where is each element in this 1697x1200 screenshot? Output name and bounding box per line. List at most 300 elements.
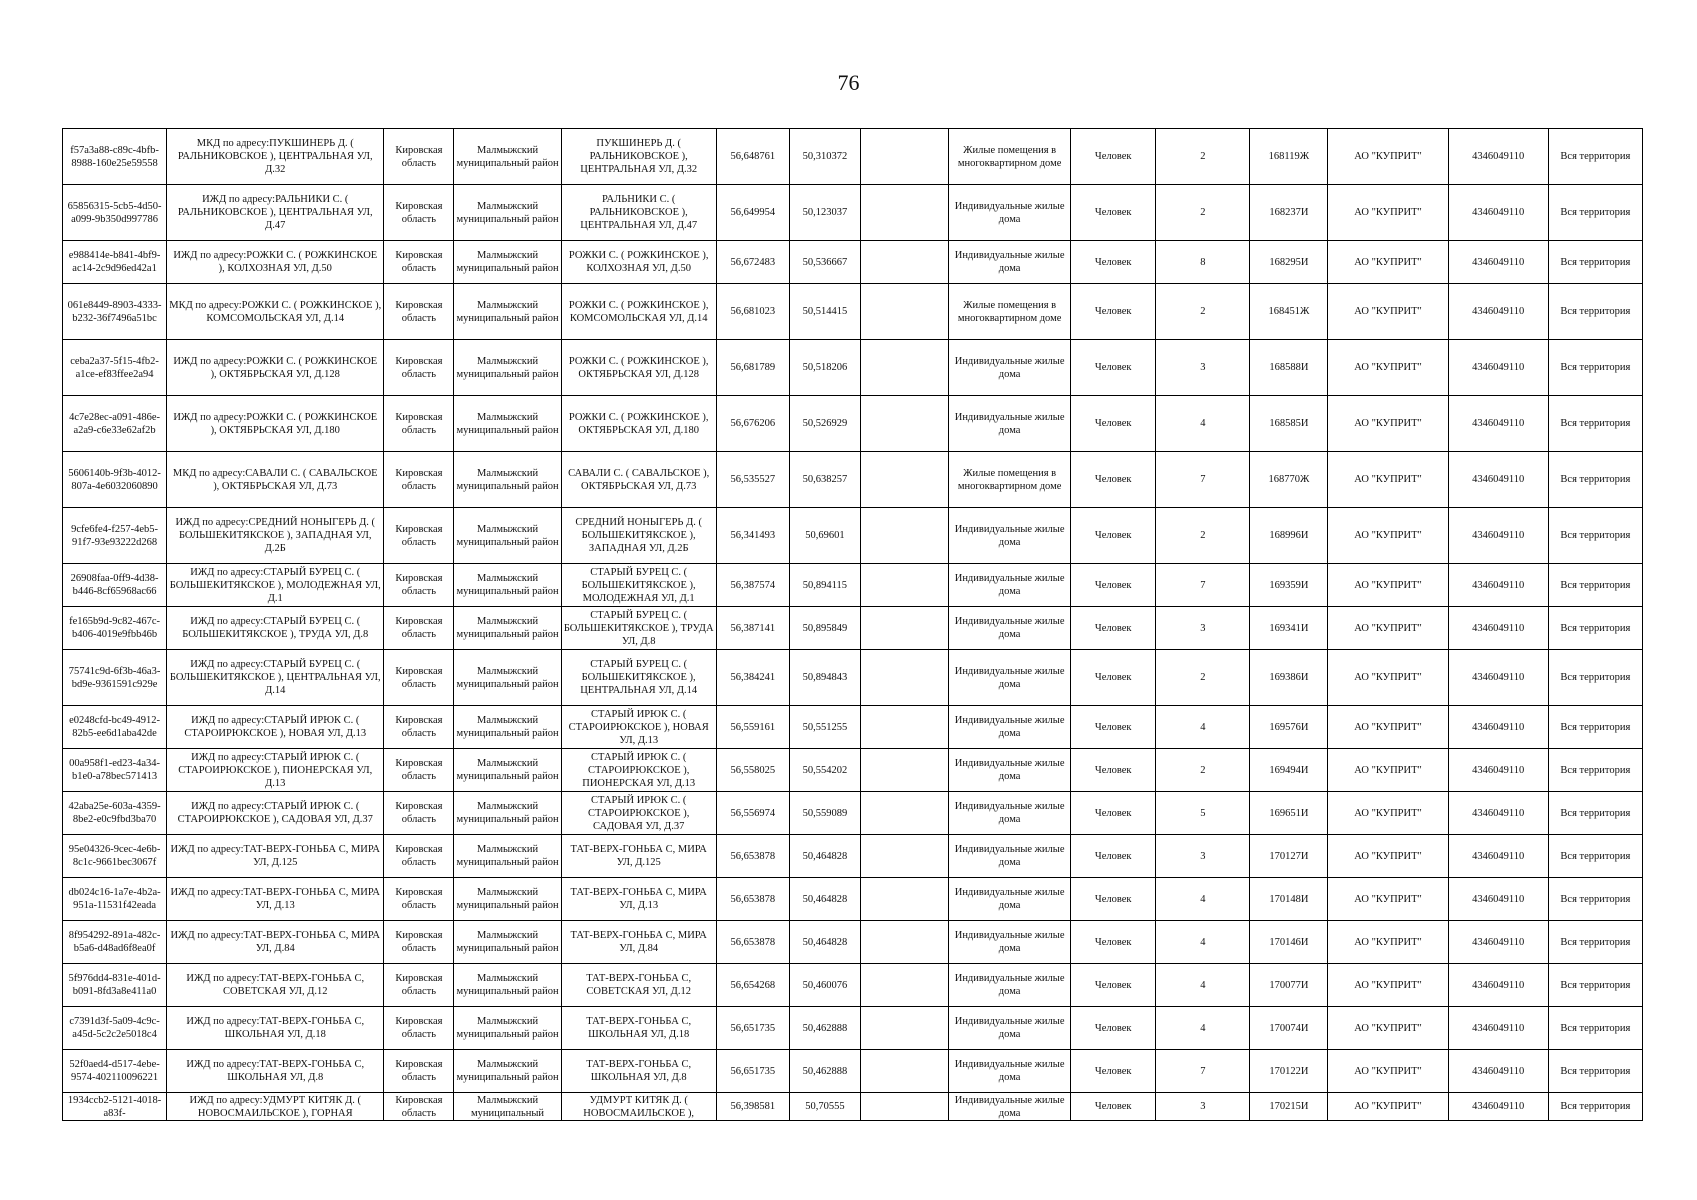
object-cell: ИЖД по адресу:РОЖКИ С. ( РОЖКИНСКОЕ ), ОКТЯБРЬСКАЯ УЛ, Д.128 [167,340,384,396]
code-cell: 169359И [1250,564,1328,607]
object-cell: ИЖД по адресу:ТАТ-ВЕРХ-ГОНЬБА С, МИРА УЛ, Д.84 [167,921,384,964]
district-cell: Малмыжский муниципальный район [454,1007,561,1050]
empty-cell [860,650,948,706]
org-cell: АО "КУПРИТ" [1328,835,1448,878]
unit-cell: Человек [1071,792,1156,835]
table-row [63,835,1643,878]
region-cell: Кировская область [384,129,454,185]
territory-cell: Вся территория [1548,878,1642,921]
latitude-cell: 56,681789 [716,340,789,396]
region-cell: Кировская область [384,878,454,921]
empty-cell [860,835,948,878]
inn-cell: 4346049110 [1448,129,1548,185]
district-cell: Малмыжский муниципальный район [454,564,561,607]
region-cell: Кировская область [384,650,454,706]
empty-cell [860,340,948,396]
territory-cell: Вся территория [1548,564,1642,607]
district-cell: Малмыжский муниципальный район [454,607,561,650]
count-cell: 3 [1156,835,1250,878]
count-cell: 7 [1156,452,1250,508]
latitude-cell: 56,558025 [716,749,789,792]
id-cell: 4c7e28ec-a091-486e-a2a9-c6e33e62af2b [63,396,167,452]
empty-cell [860,749,948,792]
longitude-cell: 50,69601 [789,508,860,564]
category-cell: Индивидуальные жилые дома [949,878,1071,921]
inn-cell: 4346049110 [1448,835,1548,878]
category-cell: Индивидуальные жилые дома [949,607,1071,650]
longitude-cell: 50,554202 [789,749,860,792]
unit-cell: Человек [1071,284,1156,340]
address-cell: ТАТ-ВЕРХ-ГОНЬБА С, МИРА УЛ, Д.13 [561,878,716,921]
code-cell: 170146И [1250,921,1328,964]
id-cell: 5f976dd4-831e-401d-b091-8fd3a8e411a0 [63,964,167,1007]
empty-cell [860,964,948,1007]
region-cell: Кировская область [384,921,454,964]
inn-cell: 4346049110 [1448,878,1548,921]
latitude-cell: 56,648761 [716,129,789,185]
address-cell: ТАТ-ВЕРХ-ГОНЬБА С, ШКОЛЬНАЯ УЛ, Д.18 [561,1007,716,1050]
latitude-cell: 56,387141 [716,607,789,650]
unit-cell: Человек [1071,340,1156,396]
count-cell: 7 [1156,1050,1250,1093]
table-row [63,1007,1643,1050]
category-cell: Индивидуальные жилые дома [949,921,1071,964]
org-cell: АО "КУПРИТ" [1328,564,1448,607]
latitude-cell: 56,398581 [716,1093,789,1121]
category-cell: Индивидуальные жилые дома [949,1050,1071,1093]
latitude-cell: 56,341493 [716,508,789,564]
org-cell: АО "КУПРИТ" [1328,185,1448,241]
inn-cell: 4346049110 [1448,607,1548,650]
district-cell: Малмыжский муниципальный район [454,706,561,749]
table-row [63,878,1643,921]
id-cell: 95e04326-9cec-4e6b-8c1c-9661bec3067f [63,835,167,878]
unit-cell: Человек [1071,129,1156,185]
empty-cell [860,792,948,835]
category-cell: Индивидуальные жилые дома [949,508,1071,564]
table-row [63,792,1643,835]
latitude-cell: 56,651735 [716,1050,789,1093]
address-cell: ТАТ-ВЕРХ-ГОНЬБА С, МИРА УЛ, Д.84 [561,921,716,964]
territory-cell: Вся территория [1548,921,1642,964]
org-cell: АО "КУПРИТ" [1328,241,1448,284]
object-cell: ИЖД по адресу:СТАРЫЙ ИРЮК С. ( СТАРОИРЮКСКОЕ ), НОВАЯ УЛ, Д.13 [167,706,384,749]
table-row [63,564,1643,607]
table-row [63,340,1643,396]
object-cell: ИЖД по адресу:СТАРЫЙ БУРЕЦ С. ( БОЛЬШЕКИТЯКСКОЕ ), ЦЕНТРАЛЬНАЯ УЛ, Д.14 [167,650,384,706]
inn-cell: 4346049110 [1448,964,1548,1007]
table-row [63,396,1643,452]
object-cell: ИЖД по адресу:ТАТ-ВЕРХ-ГОНЬБА С, МИРА УЛ, Д.125 [167,835,384,878]
unit-cell: Человек [1071,1050,1156,1093]
inn-cell: 4346049110 [1448,284,1548,340]
org-cell: АО "КУПРИТ" [1328,1093,1448,1121]
territory-cell: Вся территория [1548,340,1642,396]
region-cell: Кировская область [384,1093,454,1121]
longitude-cell: 50,70555 [789,1093,860,1121]
unit-cell: Человек [1071,1093,1156,1121]
longitude-cell: 50,464828 [789,835,860,878]
territory-cell: Вся территория [1548,241,1642,284]
address-cell: РОЖКИ С. ( РОЖКИНСКОЕ ), ОКТЯБРЬСКАЯ УЛ, Д.180 [561,396,716,452]
latitude-cell: 56,556974 [716,792,789,835]
category-cell: Индивидуальные жилые дома [949,564,1071,607]
region-cell: Кировская область [384,340,454,396]
object-cell: ИЖД по адресу:ТАТ-ВЕРХ-ГОНЬБА С, МИРА УЛ, Д.13 [167,878,384,921]
org-cell: АО "КУПРИТ" [1328,878,1448,921]
code-cell: 168588И [1250,340,1328,396]
longitude-cell: 50,895849 [789,607,860,650]
category-cell: Индивидуальные жилые дома [949,241,1071,284]
table-row [63,284,1643,340]
category-cell: Индивидуальные жилые дома [949,964,1071,1007]
address-cell: СТАРЫЙ ИРЮК С. ( СТАРОИРЮКСКОЕ ), НОВАЯ УЛ, Д.13 [561,706,716,749]
district-cell: Малмыжский муниципальный район [454,241,561,284]
org-cell: АО "КУПРИТ" [1328,284,1448,340]
territory-cell: Вся территория [1548,1050,1642,1093]
org-cell: АО "КУПРИТ" [1328,706,1448,749]
inn-cell: 4346049110 [1448,564,1548,607]
latitude-cell: 56,676206 [716,396,789,452]
table-row [63,452,1643,508]
inn-cell: 4346049110 [1448,650,1548,706]
id-cell: 9cfe6fe4-f257-4eb5-91f7-93e93222d268 [63,508,167,564]
empty-cell [860,564,948,607]
code-cell: 168295И [1250,241,1328,284]
empty-cell [860,452,948,508]
empty-cell [860,129,948,185]
org-cell: АО "КУПРИТ" [1328,1050,1448,1093]
address-cell: СТАРЫЙ ИРЮК С. ( СТАРОИРЮКСКОЕ ), ПИОНЕРСКАЯ УЛ, Д.13 [561,749,716,792]
code-cell: 168237И [1250,185,1328,241]
count-cell: 2 [1156,284,1250,340]
org-cell: АО "КУПРИТ" [1328,607,1448,650]
count-cell: 2 [1156,129,1250,185]
latitude-cell: 56,653878 [716,921,789,964]
id-cell: 75741c9d-6f3b-46a3-bd9e-9361591c929e [63,650,167,706]
id-cell: 42aba25e-603a-4359-8be2-e0c9fbd3ba70 [63,792,167,835]
registry-table [62,128,1643,1121]
latitude-cell: 56,653878 [716,835,789,878]
empty-cell [860,1007,948,1050]
empty-cell [860,241,948,284]
inn-cell: 4346049110 [1448,749,1548,792]
territory-cell: Вся территория [1548,129,1642,185]
count-cell: 4 [1156,964,1250,1007]
address-cell: РАЛЬНИКИ С. ( РАЛЬНИКОВСКОЕ ), ЦЕНТРАЛЬНАЯ УЛ, Д.47 [561,185,716,241]
table-row [63,921,1643,964]
territory-cell: Вся территория [1548,284,1642,340]
district-cell: Малмыжский муниципальный район [454,340,561,396]
org-cell: АО "КУПРИТ" [1328,340,1448,396]
territory-cell: Вся территория [1548,792,1642,835]
territory-cell: Вся территория [1548,650,1642,706]
id-cell: e988414e-b841-4bf9-ac14-2c9d96ed42a1 [63,241,167,284]
code-cell: 168119Ж [1250,129,1328,185]
inn-cell: 4346049110 [1448,792,1548,835]
object-cell: ИЖД по адресу:ТАТ-ВЕРХ-ГОНЬБА С, СОВЕТСКАЯ УЛ, Д.12 [167,964,384,1007]
count-cell: 4 [1156,1007,1250,1050]
district-cell: Малмыжский муниципальный район [454,650,561,706]
object-cell: ИЖД по адресу:СТАРЫЙ ИРЮК С. ( СТАРОИРЮКСКОЕ ), ПИОНЕРСКАЯ УЛ, Д.13 [167,749,384,792]
unit-cell: Человек [1071,564,1156,607]
empty-cell [860,607,948,650]
latitude-cell: 56,653878 [716,878,789,921]
count-cell: 4 [1156,706,1250,749]
page-number: 76 [837,70,860,95]
region-cell: Кировская область [384,1007,454,1050]
longitude-cell: 50,526929 [789,396,860,452]
district-cell: Малмыжский муниципальный район [454,396,561,452]
latitude-cell: 56,384241 [716,650,789,706]
id-cell: 65856315-5cb5-4d50-a099-9b350d997786 [63,185,167,241]
district-cell: Малмыжский муниципальный район [454,921,561,964]
count-cell: 3 [1156,340,1250,396]
address-cell: СРЕДНИЙ НОНЫГЕРЬ Д. ( БОЛЬШЕКИТЯКСКОЕ ), ЗАПАДНАЯ УЛ, Д.2Б [561,508,716,564]
id-cell: fe165b9d-9c82-467c-b406-4019e9fbb46b [63,607,167,650]
territory-cell: Вся территория [1548,749,1642,792]
code-cell: 169494И [1250,749,1328,792]
inn-cell: 4346049110 [1448,921,1548,964]
object-cell: ИЖД по адресу:РОЖКИ С. ( РОЖКИНСКОЕ ), ОКТЯБРЬСКАЯ УЛ, Д.180 [167,396,384,452]
address-cell: УДМУРТ КИТЯК Д. ( НОВОСМАИЛЬСКОЕ ), [561,1093,716,1121]
longitude-cell: 50,559089 [789,792,860,835]
empty-cell [860,921,948,964]
table-row [63,650,1643,706]
longitude-cell: 50,462888 [789,1007,860,1050]
inn-cell: 4346049110 [1448,508,1548,564]
address-cell: СТАРЫЙ БУРЕЦ С. ( БОЛЬШЕКИТЯКСКОЕ ), ЦЕНТРАЛЬНАЯ УЛ, Д.14 [561,650,716,706]
unit-cell: Человек [1071,607,1156,650]
org-cell: АО "КУПРИТ" [1328,396,1448,452]
org-cell: АО "КУПРИТ" [1328,452,1448,508]
code-cell: 169386И [1250,650,1328,706]
object-cell: ИЖД по адресу:РАЛЬНИКИ С. ( РАЛЬНИКОВСКОЕ ), ЦЕНТРАЛЬНАЯ УЛ, Д.47 [167,185,384,241]
territory-cell: Вся территория [1548,706,1642,749]
district-cell: Малмыжский муниципальный район [454,878,561,921]
category-cell: Индивидуальные жилые дома [949,340,1071,396]
address-cell: СТАРЫЙ ИРЮК С. ( СТАРОИРЮКСКОЕ ), САДОВАЯ УЛ, Д.37 [561,792,716,835]
count-cell: 2 [1156,508,1250,564]
category-cell: Индивидуальные жилые дома [949,835,1071,878]
region-cell: Кировская область [384,964,454,1007]
latitude-cell: 56,387574 [716,564,789,607]
category-cell: Индивидуальные жилые дома [949,396,1071,452]
latitude-cell: 56,651735 [716,1007,789,1050]
id-cell: ceba2a37-5f15-4fb2-a1ce-ef83ffee2a94 [63,340,167,396]
org-cell: АО "КУПРИТ" [1328,508,1448,564]
empty-cell [860,508,948,564]
territory-cell: Вся территория [1548,835,1642,878]
district-cell: Малмыжский муниципальный район [454,452,561,508]
category-cell: Жилые помещения в многоквартирном доме [949,452,1071,508]
code-cell: 168451Ж [1250,284,1328,340]
code-cell: 170127И [1250,835,1328,878]
region-cell: Кировская область [384,452,454,508]
count-cell: 7 [1156,564,1250,607]
code-cell: 170148И [1250,878,1328,921]
code-cell: 169576И [1250,706,1328,749]
address-cell: ТАТ-ВЕРХ-ГОНЬБА С, МИРА УЛ, Д.125 [561,835,716,878]
unit-cell: Человек [1071,1007,1156,1050]
territory-cell: Вся территория [1548,508,1642,564]
address-cell: САВАЛИ С. ( САВАЛЬСКОЕ ), ОКТЯБРЬСКАЯ УЛ, Д.73 [561,452,716,508]
unit-cell: Человек [1071,749,1156,792]
object-cell: МКД по адресу:ПУКШИНЕРЬ Д. ( РАЛЬНИКОВСКОЕ ), ЦЕНТРАЛЬНАЯ УЛ, Д.32 [167,129,384,185]
code-cell: 170074И [1250,1007,1328,1050]
region-cell: Кировская область [384,564,454,607]
object-cell: МКД по адресу:РОЖКИ С. ( РОЖКИНСКОЕ ), КОМСОМОЛЬСКАЯ УЛ, Д.14 [167,284,384,340]
territory-cell: Вся территория [1548,607,1642,650]
inn-cell: 4346049110 [1448,1007,1548,1050]
latitude-cell: 56,654268 [716,964,789,1007]
count-cell: 4 [1156,396,1250,452]
category-cell: Индивидуальные жилые дома [949,650,1071,706]
id-cell: e0248cfd-bc49-4912-82b5-ee6d1aba42de [63,706,167,749]
unit-cell: Человек [1071,921,1156,964]
object-cell: ИЖД по адресу:СРЕДНИЙ НОНЫГЕРЬ Д. ( БОЛЬШЕКИТЯКСКОЕ ), ЗАПАДНАЯ УЛ, Д.2Б [167,508,384,564]
inn-cell: 4346049110 [1448,185,1548,241]
region-cell: Кировская область [384,284,454,340]
district-cell: Малмыжский муниципальный район [454,284,561,340]
inn-cell: 4346049110 [1448,241,1548,284]
code-cell: 168585И [1250,396,1328,452]
category-cell: Индивидуальные жилые дома [949,1093,1071,1121]
region-cell: Кировская область [384,185,454,241]
id-cell: 1934ccb2-5121-4018-a83f- [63,1093,167,1121]
id-cell: db024c16-1a7e-4b2a-951a-11531f42eada [63,878,167,921]
district-cell: Малмыжский муниципальный район [454,1050,561,1093]
longitude-cell: 50,894843 [789,650,860,706]
category-cell: Жилые помещения в многоквартирном доме [949,129,1071,185]
category-cell: Индивидуальные жилые дома [949,792,1071,835]
org-cell: АО "КУПРИТ" [1328,1007,1448,1050]
district-cell: Малмыжский муниципальный [454,1093,561,1121]
latitude-cell: 56,672483 [716,241,789,284]
region-cell: Кировская область [384,508,454,564]
id-cell: 8f954292-891a-482c-b5a6-d48ad6f8ea0f [63,921,167,964]
count-cell: 3 [1156,607,1250,650]
unit-cell: Человек [1071,241,1156,284]
latitude-cell: 56,535527 [716,452,789,508]
region-cell: Кировская область [384,706,454,749]
table-row [63,749,1643,792]
address-cell: РОЖКИ С. ( РОЖКИНСКОЕ ), КОЛХОЗНАЯ УЛ, Д.50 [561,241,716,284]
territory-cell: Вся территория [1548,964,1642,1007]
district-cell: Малмыжский муниципальный район [454,792,561,835]
longitude-cell: 50,536667 [789,241,860,284]
count-cell: 3 [1156,1093,1250,1121]
count-cell: 2 [1156,185,1250,241]
region-cell: Кировская область [384,792,454,835]
table-row [63,706,1643,749]
unit-cell: Человек [1071,185,1156,241]
longitude-cell: 50,310372 [789,129,860,185]
empty-cell [860,284,948,340]
unit-cell: Человек [1071,835,1156,878]
org-cell: АО "КУПРИТ" [1328,964,1448,1007]
object-cell: ИЖД по адресу:ТАТ-ВЕРХ-ГОНЬБА С, ШКОЛЬНАЯ УЛ, Д.8 [167,1050,384,1093]
table-row [63,508,1643,564]
inn-cell: 4346049110 [1448,396,1548,452]
region-cell: Кировская область [384,607,454,650]
table-row [63,241,1643,284]
address-cell: СТАРЫЙ БУРЕЦ С. ( БОЛЬШЕКИТЯКСКОЕ ), ТРУДА УЛ, Д.8 [561,607,716,650]
table-row [63,185,1643,241]
territory-cell: Вся территория [1548,1093,1642,1121]
longitude-cell: 50,638257 [789,452,860,508]
longitude-cell: 50,123037 [789,185,860,241]
unit-cell: Человек [1071,396,1156,452]
code-cell: 170215И [1250,1093,1328,1121]
category-cell: Индивидуальные жилые дома [949,706,1071,749]
object-cell: ИЖД по адресу:РОЖКИ С. ( РОЖКИНСКОЕ ), КОЛХОЗНАЯ УЛ, Д.50 [167,241,384,284]
longitude-cell: 50,894115 [789,564,860,607]
org-cell: АО "КУПРИТ" [1328,650,1448,706]
empty-cell [860,185,948,241]
unit-cell: Человек [1071,452,1156,508]
empty-cell [860,706,948,749]
empty-cell [860,1050,948,1093]
address-cell: ПУКШИНЕРЬ Д. ( РАЛЬНИКОВСКОЕ ), ЦЕНТРАЛЬНАЯ УЛ, Д.32 [561,129,716,185]
category-cell: Индивидуальные жилые дома [949,749,1071,792]
address-cell: ТАТ-ВЕРХ-ГОНЬБА С, СОВЕТСКАЯ УЛ, Д.12 [561,964,716,1007]
code-cell: 170077И [1250,964,1328,1007]
count-cell: 2 [1156,749,1250,792]
inn-cell: 4346049110 [1448,1093,1548,1121]
territory-cell: Вся территория [1548,452,1642,508]
latitude-cell: 56,681023 [716,284,789,340]
region-cell: Кировская область [384,835,454,878]
region-cell: Кировская область [384,749,454,792]
inn-cell: 4346049110 [1448,1050,1548,1093]
table-row [63,129,1643,185]
object-cell: ИЖД по адресу:УДМУРТ КИТЯК Д. ( НОВОСМАИЛЬСКОЕ ), ГОРНАЯ [167,1093,384,1121]
district-cell: Малмыжский муниципальный район [454,835,561,878]
latitude-cell: 56,649954 [716,185,789,241]
code-cell: 168996И [1250,508,1328,564]
empty-cell [860,396,948,452]
id-cell: 5606140b-9f3b-4012-807a-4e6032060890 [63,452,167,508]
code-cell: 169651И [1250,792,1328,835]
count-cell: 8 [1156,241,1250,284]
inn-cell: 4346049110 [1448,452,1548,508]
code-cell: 168770Ж [1250,452,1328,508]
address-cell: РОЖКИ С. ( РОЖКИНСКОЕ ), КОМСОМОЛЬСКАЯ УЛ, Д.14 [561,284,716,340]
org-cell: АО "КУПРИТ" [1328,921,1448,964]
empty-cell [860,878,948,921]
inn-cell: 4346049110 [1448,706,1548,749]
table-row [63,607,1643,650]
region-cell: Кировская область [384,396,454,452]
unit-cell: Человек [1071,508,1156,564]
id-cell: 00a958f1-ed23-4a34-b1e0-a78bec571413 [63,749,167,792]
id-cell: f57a3a88-c89c-4bfb-8988-160e25e59558 [63,129,167,185]
territory-cell: Вся территория [1548,185,1642,241]
org-cell: АО "КУПРИТ" [1328,129,1448,185]
object-cell: ИЖД по адресу:СТАРЫЙ БУРЕЦ С. ( БОЛЬШЕКИТЯКСКОЕ ), МОЛОДЕЖНАЯ УЛ, Д.1 [167,564,384,607]
longitude-cell: 50,464828 [789,921,860,964]
unit-cell: Человек [1071,650,1156,706]
district-cell: Малмыжский муниципальный район [454,964,561,1007]
table-row [63,1050,1643,1093]
id-cell: 061e8449-8903-4333-b232-36f7496a51bc [63,284,167,340]
count-cell: 4 [1156,878,1250,921]
district-cell: Малмыжский муниципальный район [454,185,561,241]
object-cell: МКД по адресу:САВАЛИ С. ( САВАЛЬСКОЕ ), ОКТЯБРЬСКАЯ УЛ, Д.73 [167,452,384,508]
unit-cell: Человек [1071,878,1156,921]
count-cell: 5 [1156,792,1250,835]
